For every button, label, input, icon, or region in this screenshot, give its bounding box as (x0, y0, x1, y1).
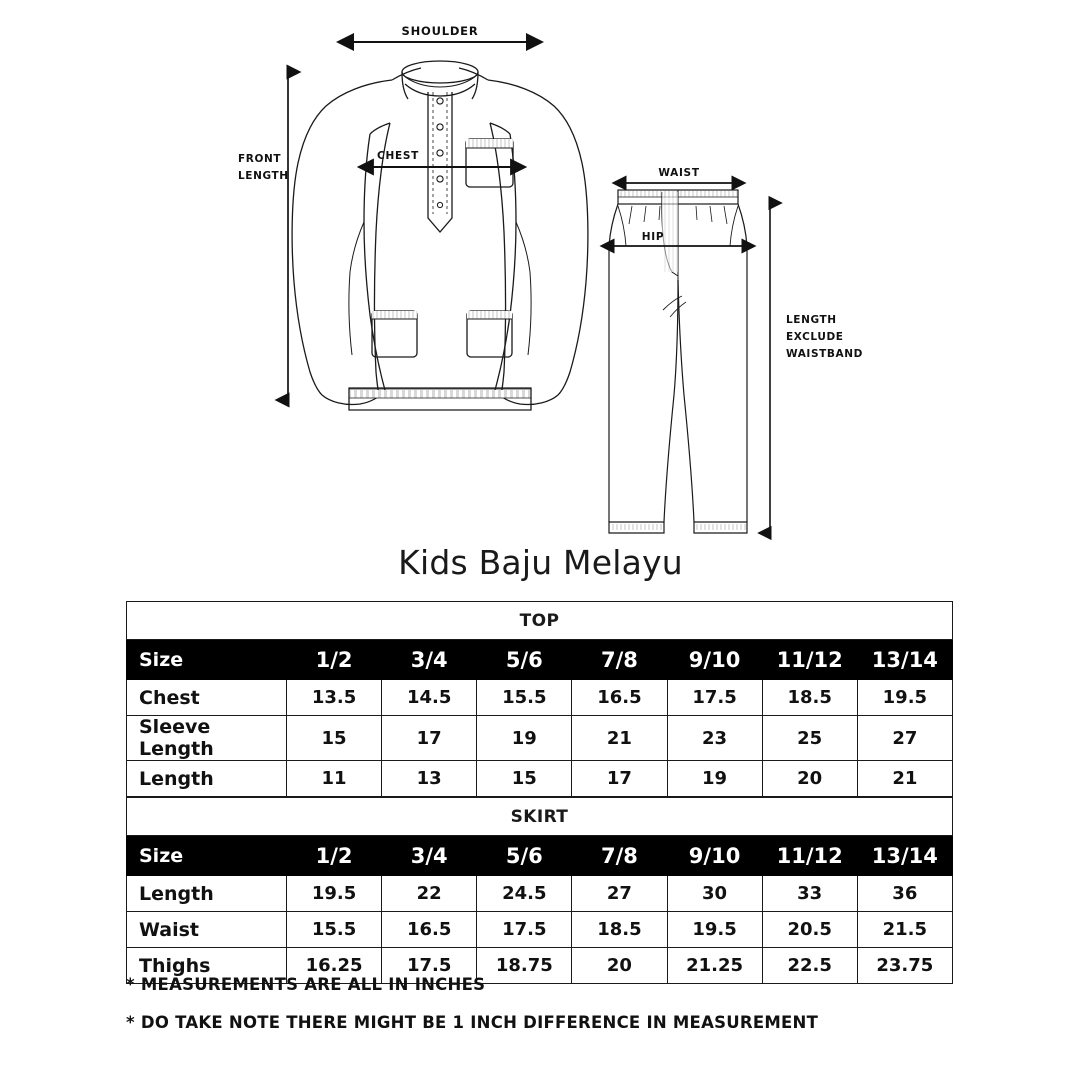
column-header-row-skirt (127, 836, 953, 876)
size-header-6: 11/12 (762, 836, 857, 876)
size-header-4: 7/8 (572, 836, 667, 876)
size-header-label: Size (127, 836, 287, 876)
pants-length-label-line2: EXCLUDE (786, 331, 844, 343)
cell: 21.25 (667, 948, 762, 984)
section-header-skirt (127, 798, 953, 836)
section-header-top (127, 602, 953, 640)
table-row (127, 716, 953, 761)
size-table-skirt (126, 797, 953, 984)
cell: 15 (287, 716, 382, 761)
pants-drawing (609, 190, 747, 533)
cell: 18.75 (477, 948, 572, 984)
size-header-5: 9/10 (667, 640, 762, 680)
size-header-2: 3/4 (382, 836, 477, 876)
cell: 36 (857, 876, 952, 912)
table-row (127, 876, 953, 912)
cell: 25 (762, 716, 857, 761)
row-label: Sleeve Length (127, 716, 287, 761)
cell: 17 (572, 761, 667, 797)
pants-length-label-line3: WAISTBAND (786, 348, 863, 360)
cell: 19.5 (667, 912, 762, 948)
cell: 15.5 (287, 912, 382, 948)
column-header-row-top (127, 640, 953, 680)
size-header-7: 13/14 (857, 836, 952, 876)
footnote-measurement-tolerance: * DO TAKE NOTE THERE MIGHT BE 1 INCH DIFFERENCE IN MEASUREMENT (126, 1013, 819, 1032)
row-label: Chest (127, 680, 287, 716)
size-header-1: 1/2 (287, 836, 382, 876)
cell: 21.5 (857, 912, 952, 948)
cell: 13 (382, 761, 477, 797)
cell: 23.75 (857, 948, 952, 984)
cell: 17.5 (477, 912, 572, 948)
cell: 19.5 (857, 680, 952, 716)
front-length-label-line2: LENGTH (238, 170, 289, 182)
footnote-measurements-inches: * MEASUREMENTS ARE ALL IN INCHES (126, 975, 486, 994)
size-header-7: 13/14 (857, 640, 952, 680)
row-label: Length (127, 876, 287, 912)
shirt-drawing (290, 61, 588, 410)
cell: 17.5 (667, 680, 762, 716)
row-label: Thighs (127, 948, 287, 984)
shoulder-label: SHOULDER (401, 24, 479, 38)
cell: 22.5 (762, 948, 857, 984)
size-header-1: 1/2 (287, 640, 382, 680)
cell: 15 (477, 761, 572, 797)
cell: 14.5 (382, 680, 477, 716)
page-title: Kids Baju Melayu (398, 543, 683, 582)
cell: 19 (477, 716, 572, 761)
cell: 16.25 (287, 948, 382, 984)
size-charts (126, 601, 952, 984)
size-header-5: 9/10 (667, 836, 762, 876)
cell: 21 (857, 761, 952, 797)
cell: 20.5 (762, 912, 857, 948)
hip-label: HIP (641, 231, 665, 243)
cell: 11 (287, 761, 382, 797)
footnotes (126, 975, 986, 1051)
cell: 33 (762, 876, 857, 912)
cell: 21 (572, 716, 667, 761)
table-row (127, 680, 953, 716)
cell: 24.5 (477, 876, 572, 912)
size-header-2: 3/4 (382, 640, 477, 680)
garment-illustration (0, 0, 1081, 540)
cell: 17 (382, 716, 477, 761)
section-title: SKIRT (127, 798, 953, 836)
pants-length-label-line1: LENGTH (786, 314, 837, 326)
cell: 22 (382, 876, 477, 912)
size-header-label: Size (127, 640, 287, 680)
row-label: Length (127, 761, 287, 797)
table-row (127, 761, 953, 797)
cell: 20 (572, 948, 667, 984)
cell: 13.5 (287, 680, 382, 716)
cell: 27 (572, 876, 667, 912)
cell: 27 (857, 716, 952, 761)
cell: 16.5 (382, 912, 477, 948)
size-header-4: 7/8 (572, 640, 667, 680)
cell: 19 (667, 761, 762, 797)
cell: 19.5 (287, 876, 382, 912)
size-header-3: 5/6 (477, 640, 572, 680)
size-header-3: 5/6 (477, 836, 572, 876)
row-label: Waist (127, 912, 287, 948)
cell: 18.5 (572, 912, 667, 948)
cell: 18.5 (762, 680, 857, 716)
chest-label: CHEST (377, 150, 419, 162)
cell: 17.5 (382, 948, 477, 984)
front-length-label-line1: FRONT (238, 153, 282, 165)
waist-label: WAIST (658, 167, 700, 179)
cell: 20 (762, 761, 857, 797)
section-title: TOP (127, 602, 953, 640)
cell: 16.5 (572, 680, 667, 716)
size-header-6: 11/12 (762, 640, 857, 680)
cell: 15.5 (477, 680, 572, 716)
cell: 23 (667, 716, 762, 761)
table-row (127, 912, 953, 948)
cell: 30 (667, 876, 762, 912)
size-table-top (126, 601, 953, 797)
